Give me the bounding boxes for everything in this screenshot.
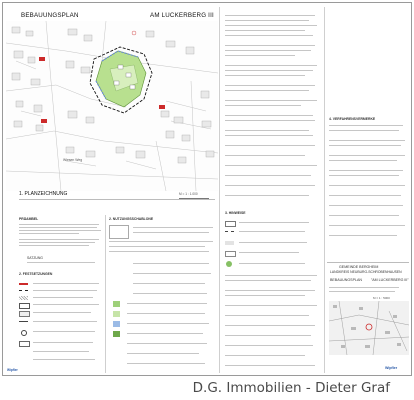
text-line [225, 105, 301, 106]
hinweis-text-line [225, 315, 309, 316]
verfahren-text-line [329, 125, 403, 126]
praeambel-text-line [19, 230, 101, 231]
hinweise-heading: 3. HINWEISE [225, 211, 246, 215]
plan-sheet [2, 2, 412, 376]
satzung-text-line [27, 262, 95, 263]
nutzung-text-line [133, 232, 209, 233]
location-overview-map [329, 301, 409, 355]
legend-symbol-red-line [19, 283, 28, 285]
hinweis-text-line [225, 365, 315, 366]
legend-symbol-box [19, 303, 30, 309]
hinweis-text-line [225, 325, 315, 326]
verfahren-text-line [329, 170, 403, 171]
satzung-label: SATZUNG [27, 256, 43, 260]
text-line [225, 135, 313, 136]
legend-symbol-line [19, 321, 28, 322]
nutzung-text-line [127, 363, 205, 364]
hinweis-text-line [239, 242, 307, 243]
text-line [225, 20, 309, 21]
logo-right: Wipfler [385, 366, 398, 370]
gemeinde-landkreis: LANDKREIS NEUBURG-SCHROBENHAUSEN [330, 270, 402, 274]
street-label: Wiesen Weg [63, 158, 83, 162]
praeambel-text-line [19, 227, 97, 228]
legend-symbol-green-dark [113, 331, 120, 337]
hinweis-text-line [225, 275, 317, 276]
gemeinde-plan: BEBAUUNGSPLAN [330, 278, 362, 282]
festsetzung-text-line [33, 290, 97, 291]
hinweis-text-line [225, 355, 305, 356]
text-line [225, 130, 309, 131]
praeambel-text-line [19, 239, 99, 240]
verfahren-text-line [329, 195, 401, 196]
legend-symbol-dashed-boundary [19, 290, 28, 291]
hinweis-text-line [225, 280, 311, 281]
text-line [225, 195, 309, 196]
text-line [225, 100, 317, 101]
verfahren-text-line [329, 140, 405, 141]
festsetzung-text-line [33, 351, 89, 352]
hinweis-text-line [239, 231, 305, 232]
text-line [225, 45, 315, 46]
nutzung-text-line [133, 283, 205, 284]
festsetzung-text-line [33, 321, 97, 322]
hinweis-text-line [225, 335, 311, 336]
column-divider-center [219, 7, 220, 373]
hinweis-symbol [225, 251, 236, 257]
legend-symbol-cross [19, 311, 30, 317]
praeambel-text-line [19, 224, 99, 225]
verfahren-text-line [329, 130, 399, 131]
text-line [225, 35, 313, 36]
text-line [225, 65, 317, 66]
verfahren-heading: 4. VERFAHRENSVERMERKE [329, 117, 376, 121]
festsetzung-text-line [33, 312, 91, 313]
planzeichnung-rule [19, 199, 215, 200]
hinweis-text-line [225, 305, 317, 306]
praeambel-text-line [19, 233, 79, 234]
nutzung-text-line [109, 251, 209, 252]
nutzung-text-line [127, 313, 205, 314]
hinweis-text-line [239, 263, 305, 264]
festsetzung-text-line [33, 331, 95, 332]
verfahren-text-line [329, 235, 397, 236]
festsetzungen-heading: 2. FESTSETZUNGEN [19, 272, 53, 276]
praeambel-text-line [19, 242, 95, 243]
nutzung-text-line [127, 323, 209, 324]
column-divider-right [324, 7, 325, 373]
text-line [225, 185, 315, 186]
nutzung-text-line [109, 241, 213, 242]
nutzung-text-line [133, 293, 207, 294]
hinweis-text-line [239, 222, 309, 223]
festsetzung-text-line [33, 359, 95, 360]
text-line [225, 175, 311, 176]
text-line [225, 30, 305, 31]
text-line [225, 145, 315, 146]
logo-left: Wipfler [7, 368, 18, 372]
nutzung-text-line [127, 343, 207, 344]
nutzung-text-line [133, 263, 209, 264]
text-line [225, 15, 315, 16]
text-line [225, 165, 317, 166]
text-line [225, 75, 305, 76]
legend-symbol-outline [19, 341, 30, 347]
legend-symbol-green [113, 301, 120, 307]
nutzung-heading: 2. NUTZUNGSSCHABLONE [109, 217, 154, 221]
verfahren-text-line [329, 145, 401, 146]
praeambel-text-line [19, 245, 89, 246]
verfahren-text-line [329, 160, 397, 161]
legend-symbol-hatched [19, 296, 28, 300]
festsetzung-text-line [33, 283, 99, 284]
nutzung-text-line [127, 353, 199, 354]
hinweis-symbol-green [226, 261, 232, 267]
text-line [225, 155, 305, 156]
legend-symbol-blue [113, 321, 120, 327]
hinweis-symbol [225, 221, 236, 227]
small-scale-label: M = 1 : 5000 [373, 296, 390, 300]
text-line [225, 55, 295, 56]
plan-title: BEBAUUNGSPLAN [21, 12, 79, 19]
verfahren-text-line [329, 225, 405, 226]
nutzung-text-line [127, 303, 207, 304]
legend-symbol-green [113, 311, 120, 317]
festsetzung-text-line [33, 342, 93, 343]
hinweis-text-line [225, 345, 313, 346]
nutzung-text-line [127, 333, 203, 334]
verfahren-text-line [329, 155, 405, 156]
verfahren-text-line [329, 185, 405, 186]
text-line [225, 120, 315, 121]
hinweis-text-line [225, 295, 305, 296]
nutzung-table [109, 225, 129, 239]
text-line [225, 70, 313, 71]
hinweis-symbol [225, 231, 234, 232]
text-line [225, 115, 313, 116]
gemeinde-text-line [329, 291, 395, 292]
gemeinde-text-line [329, 287, 399, 288]
text-line [225, 85, 315, 86]
text-line [225, 50, 311, 51]
text-line [225, 25, 317, 26]
hinweis-text-line [225, 290, 315, 291]
plan-subtitle: AM LUCKERBERG III [150, 12, 214, 19]
watermark-text: D.G. Immobilien - Dieter Graf [192, 380, 390, 396]
hinweis-symbol [225, 241, 234, 245]
festsetzung-text-line [33, 304, 99, 305]
footer [0, 376, 414, 400]
column-divider-left [105, 215, 106, 373]
gemeinde-rule [327, 262, 409, 263]
scale-label: M = 1 : 1.000 [179, 192, 198, 196]
site-plan-map [6, 21, 218, 191]
verfahren-text-line [329, 205, 403, 206]
festsetzung-text-line [33, 297, 93, 298]
nutzung-text-line [133, 273, 211, 274]
text-line [225, 90, 309, 91]
gemeinde-name: GEMEINDE BERGHEIM [339, 265, 379, 269]
nutzung-text-line [133, 227, 213, 228]
praeambel-heading: PRÄAMBEL [19, 217, 39, 221]
legend-symbol-dot [21, 330, 27, 336]
verfahren-text-line [329, 215, 399, 216]
planzeichnung-heading: 1. PLANZEICHNUNG [19, 191, 68, 197]
hinweis-text-line [239, 252, 299, 253]
gemeinde-plan-name: "AM LUCKERBERG III" [371, 278, 409, 282]
nutzung-text-line [109, 246, 205, 247]
verfahren-text-line [329, 175, 399, 176]
